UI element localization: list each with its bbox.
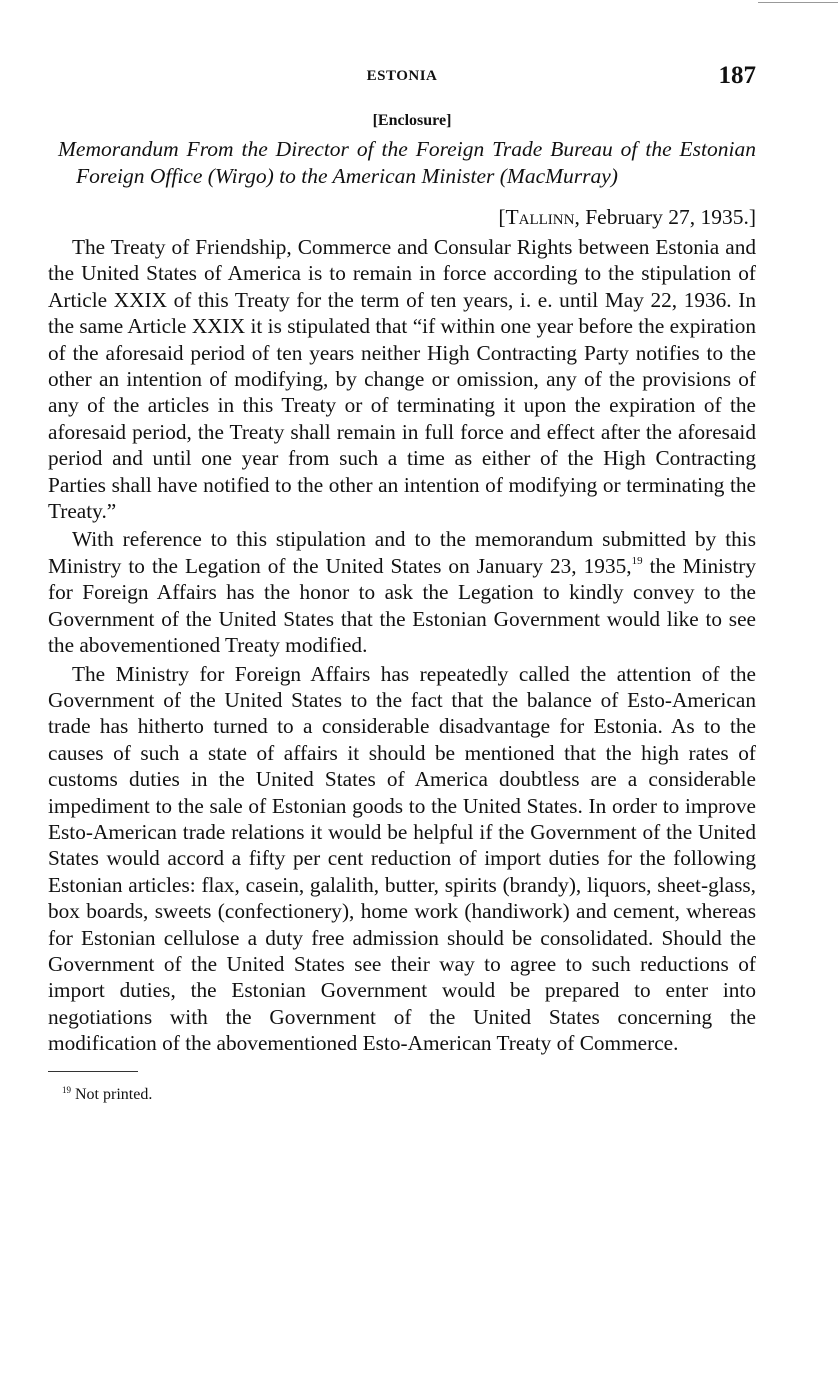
dateline-date: , February 27, 1935.] [574,205,756,229]
paragraph-1: The Treaty of Friendship, Commerce and Consular Rights between Estonia and the United States of America is to remain in force according to the stipulation of Article XXIX of this Treaty for the term of ten years, i. e. until May 22, 1936. In the same Article XXIX it is stipulated that “if within one year before the expiration of the aforesaid period of ten years neither High Contracting Party notifies to the other an intention of modifying, by change or omission, any of the provisions of any of the articles in this Treaty or of terminating it upon the expiration of the aforesaid period, the Treaty shall remain in full force and effect after the aforesaid period and until one year from such a time as either of the High Contracting Parties shall have notified to the other an intention of modifying or terminating the Treaty.” [48,235,756,524]
dateline [48,204,756,231]
running-head: ESTONIA [366,68,438,84]
paragraph-3: The Ministry for Foreign Affairs has repeatedly called the attention of the Government of the United States to the fact that the balance of Esto-American trade has hitherto turned to a considerable disadvantage for Estonia. As to the causes of such a state of affairs it should be mentioned that the high rates of customs duties in the United States of America doubtless are a considerable impediment to the sale of Estonian goods to the United States. In order to improve Esto-American trade relations it would be helpful if the Government of the United States would accord a fifty per cent reduction of import duties for the following Estonian articles: flax, casein, galalith, butter, spirits (brandy), liquors, sheet-glass, box boards, sweets (confectionery), home work (handiwork) and cement, whereas for Estonian cellulose a duty free admission should be consolidated. Should the Government of the United States see their way to agree to such reductions of import duties, the Estonian Government would be prepared to enter into negotiations with the Government of the United States concerning the modification of the abovementioned Esto-American Treaty of Commerce. [48,661,756,1056]
page-corner-rule [758,2,838,3]
memo-title: Memorandum From the Director of the Foreign Trade Bureau of the Estonian Foreign Office (Wirgo) to the American Minister (MacMurray) [58,137,756,188]
footnote [48,1086,756,1104]
paragraph-2-text-a: With reference to this stipulation and to the memorandum submitted by this Ministry to the Legation of the United States on January 23, 1935, [48,527,756,578]
dateline-bracket: [ [498,205,506,229]
page-header [48,62,756,96]
dateline-city: Tallinn [505,205,575,229]
page-number: 187 [718,62,756,89]
paragraph-2-text-b: the Ministry for Foreign Affairs has the honor to ask the Legation to kindly convey to the Government of the United States that the Estonian Government would like to see the abovementioned Treaty modified. [48,553,756,658]
footnote-reference[interactable]: 19 [631,554,643,567]
footnote-text: Not printed. [71,1085,153,1103]
paragraph-2 [48,526,756,658]
footnote-divider [48,1071,138,1072]
memo-body [48,234,756,1057]
footnote-number: 19 [62,1084,71,1095]
document-page [48,62,756,1104]
enclosure-label: [Enclosure] [372,112,452,129]
